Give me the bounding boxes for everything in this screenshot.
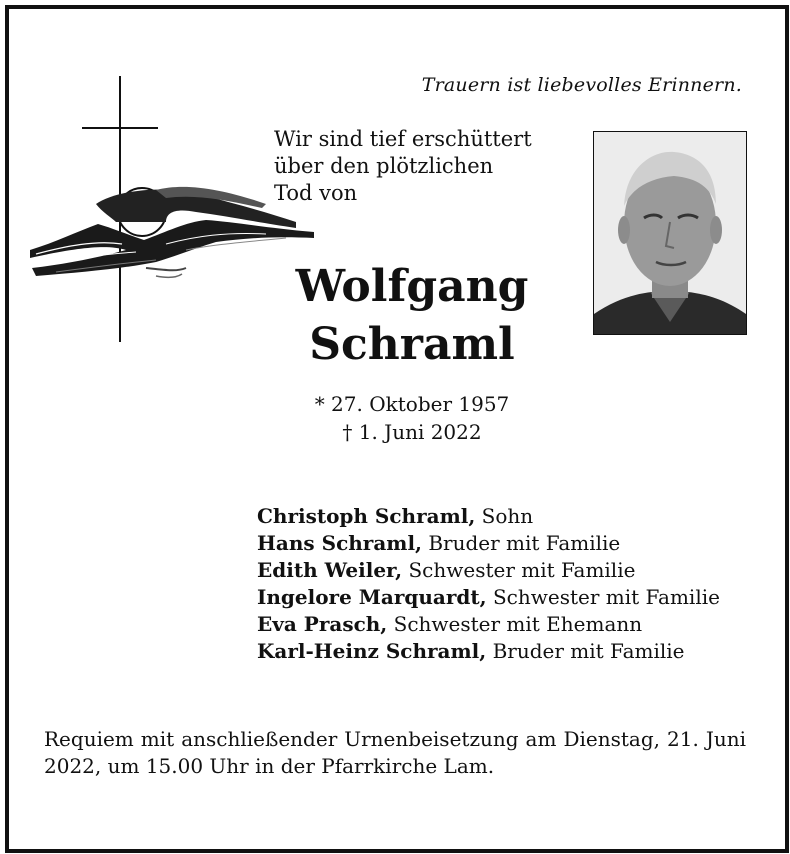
survivor-relation: Schwester mit Familie: [486, 585, 720, 609]
survivor-name: Karl-Heinz Schraml,: [257, 639, 487, 663]
intro-line: über den plötzlichen: [274, 154, 494, 178]
survivor-name: Eva Prasch,: [257, 612, 388, 636]
death-date: † 1. Juni 2022: [342, 420, 482, 444]
survivor-relation: Bruder mit Familie: [422, 531, 621, 555]
survivor-relation: Bruder mit Familie: [486, 639, 685, 663]
survivor-name: Ingelore Marquardt,: [257, 585, 487, 609]
survivor-relation: Schwester mit Ehemann: [387, 612, 643, 636]
portrait-photo-image: [594, 132, 746, 334]
survivor-name: Christoph Schraml,: [257, 504, 476, 528]
portrait-photo: [593, 131, 747, 335]
survivors-list: [257, 503, 720, 665]
survivor-name: Edith Weiler,: [257, 558, 403, 582]
survivor-relation: Schwester mit Familie: [402, 558, 636, 582]
survivor-row: [257, 584, 720, 611]
intro-text: [274, 126, 550, 207]
survivor-name: Hans Schraml,: [257, 531, 422, 555]
survivor-relation: Sohn: [475, 504, 534, 528]
birth-date: * 27. Oktober 1957: [314, 392, 510, 416]
requiem-notice: Requiem mit anschließender Urnenbeisetzung am Dienstag, 21. Juni 2022, um 15.00 Uhr in der Pfarrkirche Lam.: [44, 727, 746, 778]
intro-line: Tod von: [274, 181, 358, 205]
survivor-row: [257, 503, 720, 530]
survivor-row: [257, 530, 720, 557]
survivor-row: [257, 557, 720, 584]
intro-line: Wir sind tief erschüttert: [274, 127, 532, 151]
survivor-row: [257, 611, 720, 638]
motto: Trauern ist liebevolles Erinnern.: [421, 74, 742, 96]
deceased-last-name: Schraml: [309, 319, 515, 370]
survivor-row: [257, 638, 720, 665]
deceased-first-name: Wolfgang: [295, 261, 529, 312]
